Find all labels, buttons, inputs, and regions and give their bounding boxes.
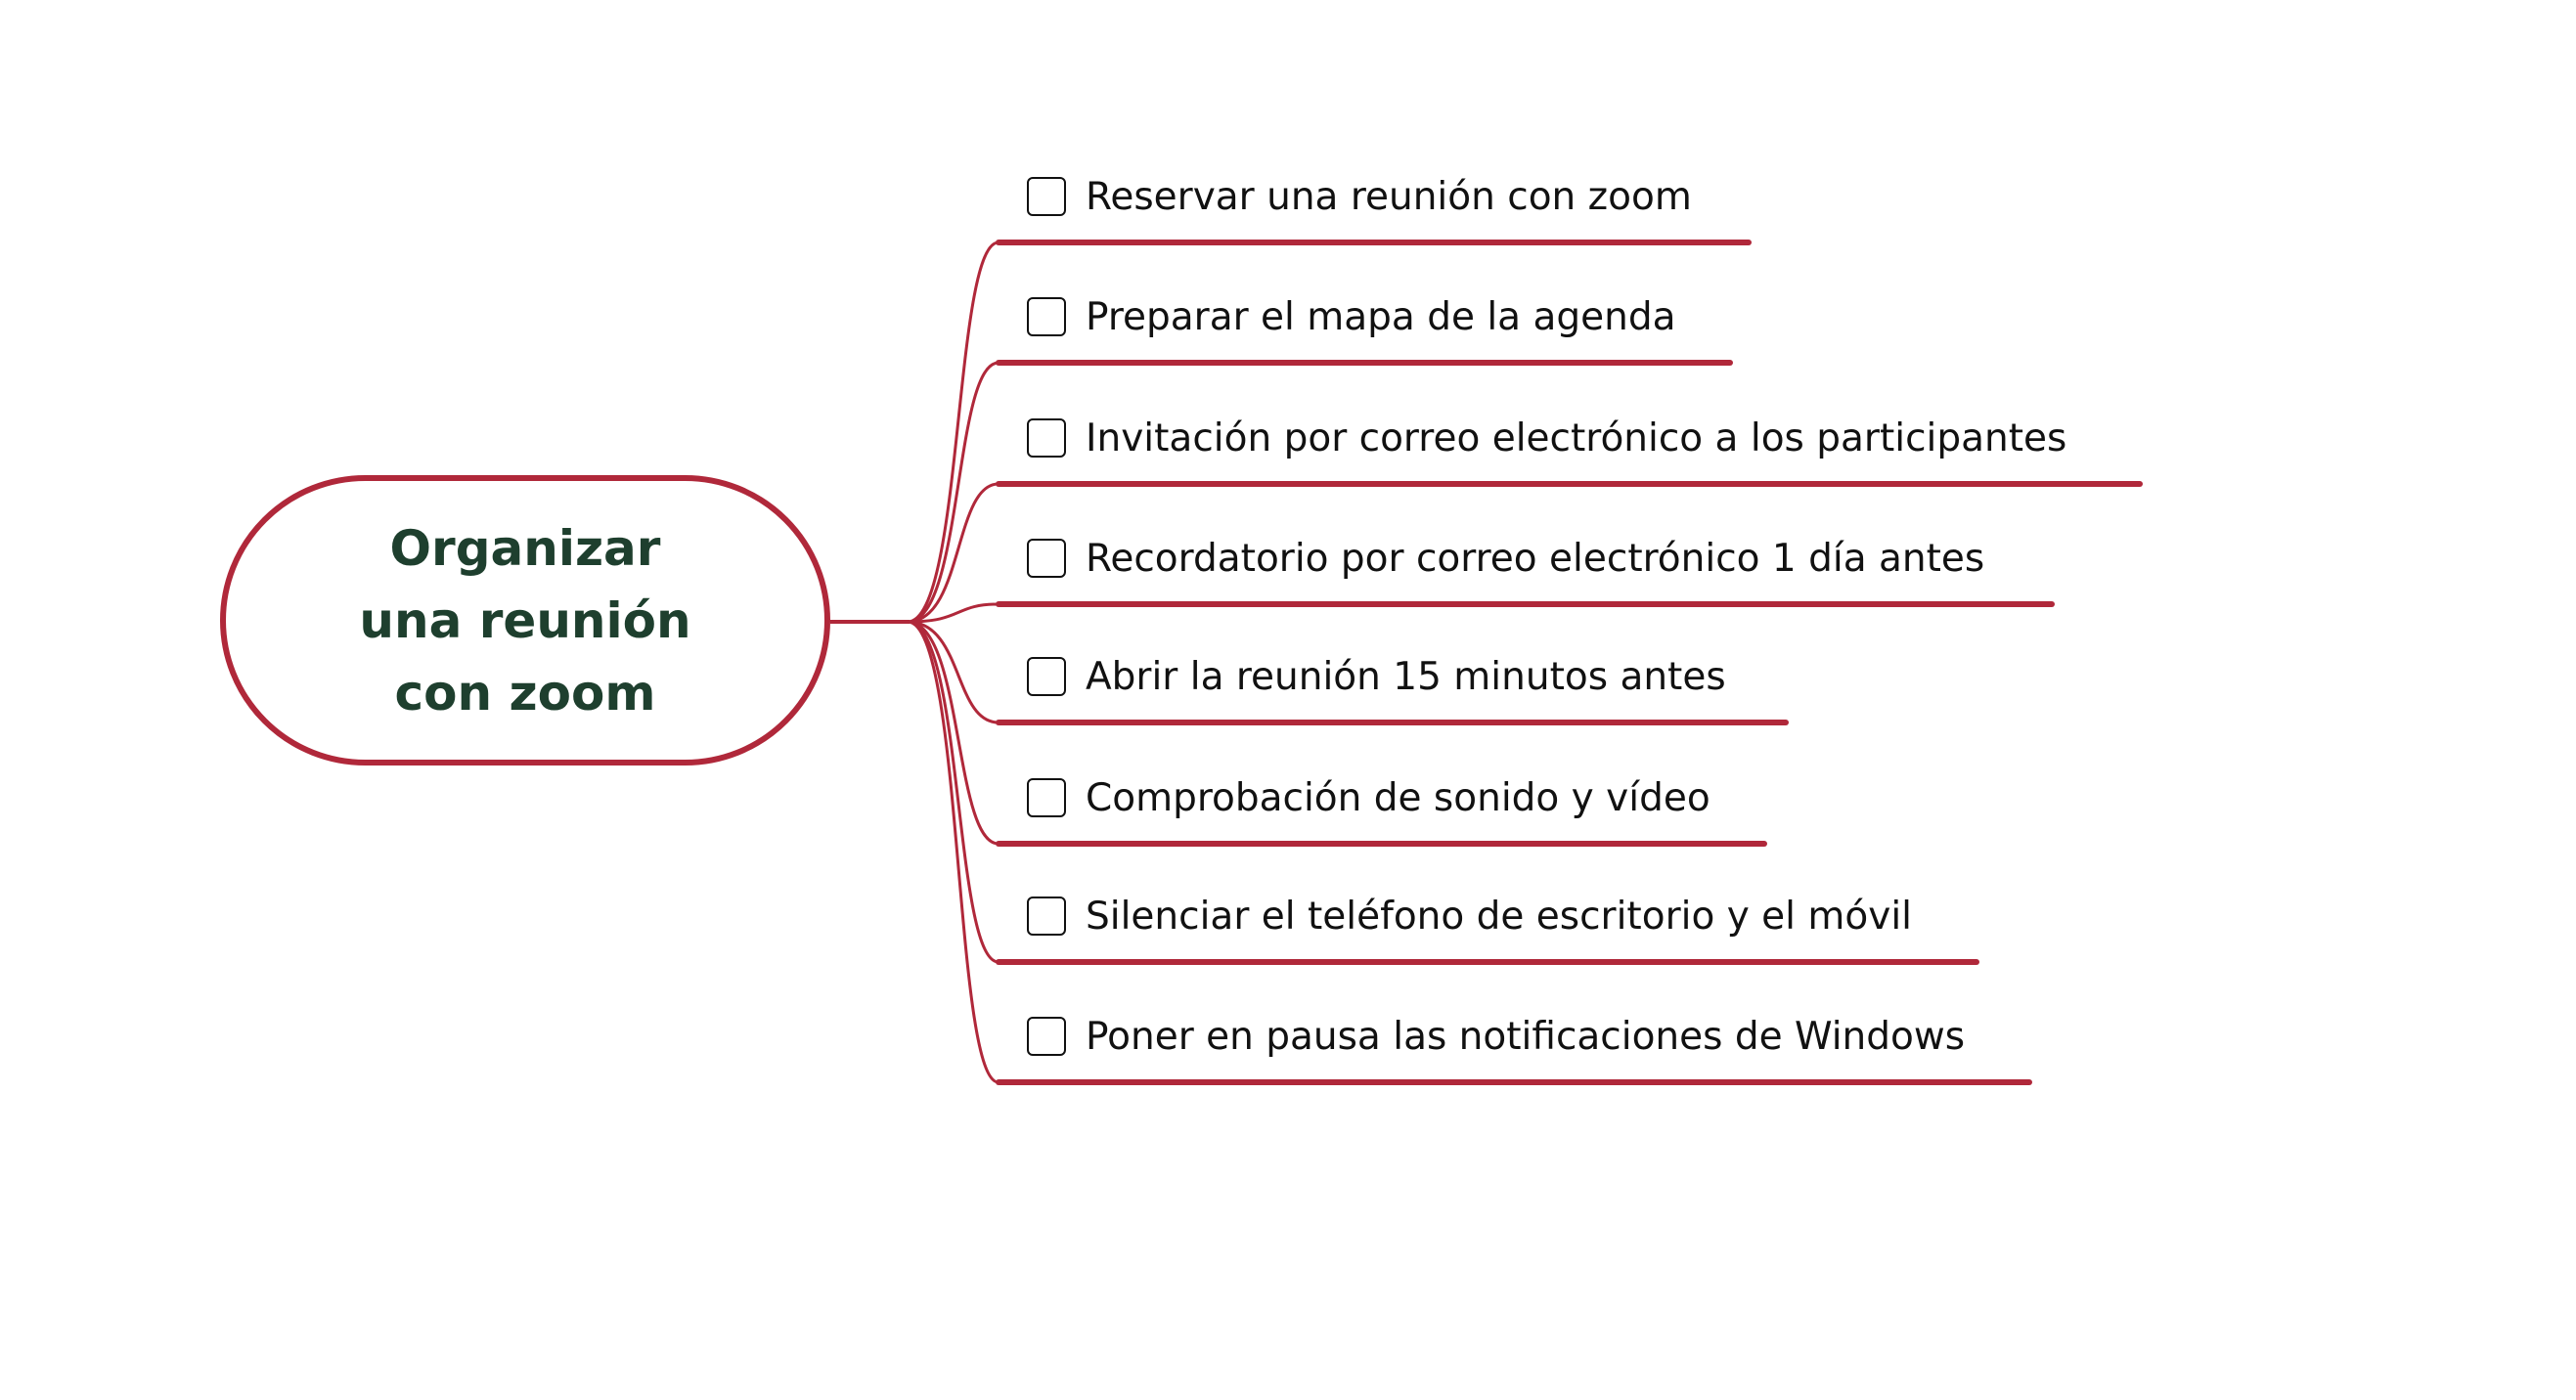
branch-curve <box>908 622 999 962</box>
task-checkbox[interactable] <box>1027 539 1066 578</box>
central-topic-line: con zoom <box>394 664 656 722</box>
task-label: Comprobación de sonido y vídeo <box>1086 775 1710 820</box>
task-label: Silenciar el teléfono de escritorio y el móvil <box>1086 894 1913 939</box>
task-topic[interactable] <box>1027 534 1984 583</box>
task-topic[interactable] <box>1027 172 1692 221</box>
task-checkbox[interactable] <box>1027 778 1066 817</box>
task-checkbox[interactable] <box>1027 177 1066 216</box>
task-label: Abrir la reunión 15 minutos antes <box>1086 654 1726 699</box>
task-topic[interactable] <box>1027 773 1710 822</box>
branch-curve <box>908 363 999 622</box>
branch-curve <box>908 622 999 1082</box>
task-checkbox[interactable] <box>1027 418 1066 458</box>
branch-curve <box>908 484 999 622</box>
task-topic[interactable] <box>1027 652 1726 701</box>
central-topic-line: Organizar <box>389 519 661 577</box>
central-topic-line: una reunión <box>359 591 691 649</box>
task-topic[interactable] <box>1027 892 1912 941</box>
task-topic[interactable] <box>1027 292 1676 341</box>
task-topic[interactable] <box>1027 414 2066 462</box>
task-label: Preparar el mapa de la agenda <box>1086 294 1676 339</box>
task-label: Reservar una reunión con zoom <box>1086 174 1692 219</box>
task-label: Recordatorio por correo electrónico 1 día antes <box>1086 536 1985 581</box>
task-checkbox[interactable] <box>1027 897 1066 936</box>
task-checkbox[interactable] <box>1027 1017 1066 1056</box>
task-label: Invitación por correo electrónico a los participantes <box>1086 416 2067 460</box>
task-label: Poner en pausa las notificaciones de Windows <box>1086 1014 1966 1059</box>
central-topic[interactable] <box>220 475 830 766</box>
task-topic[interactable] <box>1027 1012 1965 1061</box>
task-checkbox[interactable] <box>1027 657 1066 696</box>
task-checkbox[interactable] <box>1027 297 1066 336</box>
